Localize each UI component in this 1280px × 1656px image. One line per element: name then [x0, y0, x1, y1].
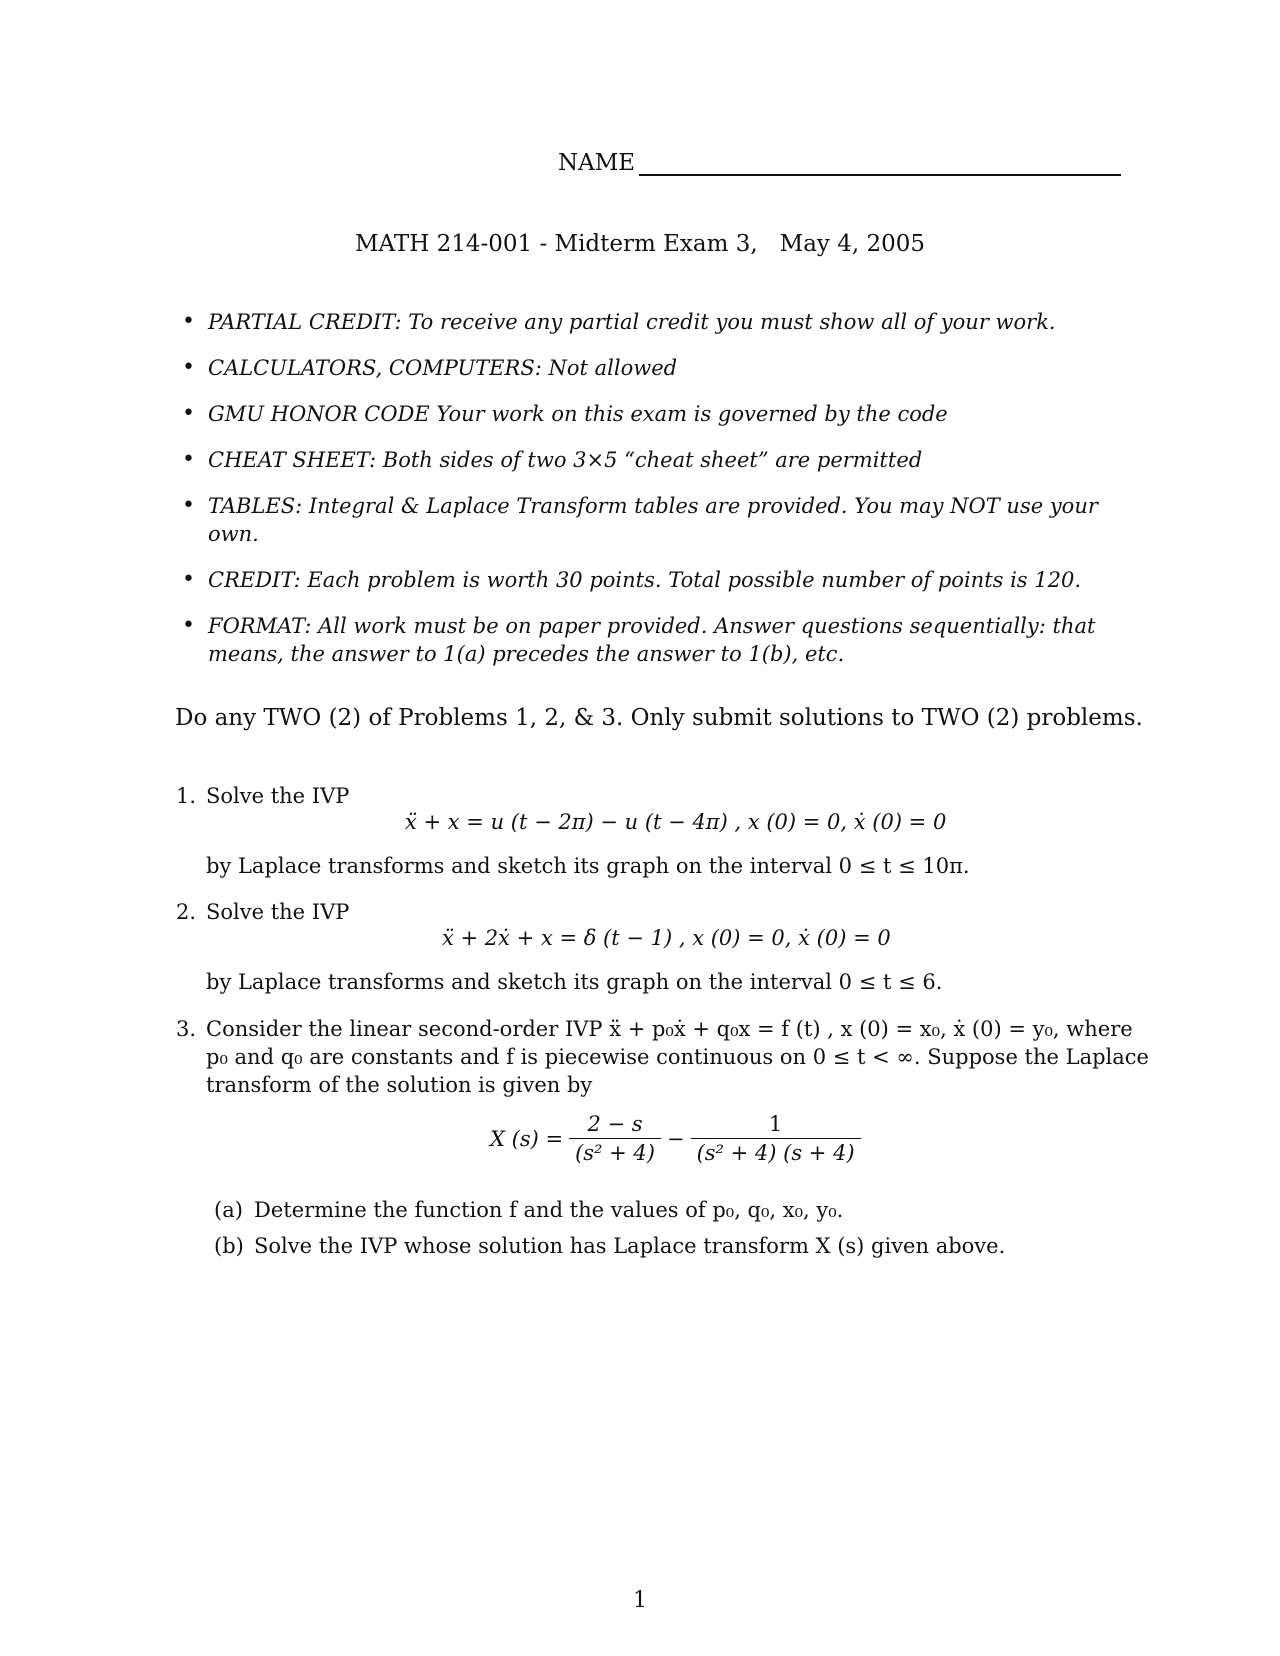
- fraction-2: $\frac{1}{\text{(s² + 4) (s + 4)}}$: [691, 1112, 861, 1165]
- problem-followup: by Laplace transforms and sketch its graph on the interval 0 ≤ t ≤ 6.: [206, 970, 943, 994]
- problem-equation: ẍ + x = u (t − 2π) − u (t − 4π) , x (0) = 0, ẋ (0) = 0: [405, 810, 947, 834]
- problem-equation: ẍ + 2ẋ + x = δ (t − 1) , x (0) = 0, ẋ (0) = 0: [442, 926, 891, 950]
- formula-operator: −: [666, 1126, 685, 1151]
- problem-followup: by Laplace transforms and sketch its graph on the interval 0 ≤ t ≤ 10π.: [206, 854, 970, 878]
- course-title: MATH 214-001 - Midterm Exam 3,: [354, 231, 758, 257]
- part-text: Determine the function f and the values of p₀, q₀, x₀, y₀.: [254, 1198, 844, 1222]
- problem-text-line: p₀ and q₀ are constants and f is piecewise continuous on 0 ≤ t < ∞. Suppose the Laplace: [206, 1045, 1149, 1069]
- fraction-1: $\frac{2 - s}{\text{(s² + 4)}}$: [569, 1112, 661, 1165]
- formula-lhs: X (s) =: [490, 1126, 564, 1151]
- name-label: NAME: [558, 150, 636, 176]
- problem-number: 2.: [176, 900, 197, 924]
- instructions-list: [180, 308, 1120, 668]
- exam-title: [0, 231, 1280, 257]
- part-label: (b): [214, 1234, 244, 1258]
- problem-text-line: Consider the linear second-order IVP ẍ + p₀ẋ + q₀x = f (t) , x (0) = x₀, ẋ (0) = y₀, where: [206, 1017, 1133, 1041]
- laplace-formula: [490, 1112, 867, 1165]
- instruction-item: • FORMAT: All work must be on paper provided. Answer questions sequentially: that means, the answer to 1(a) precedes the answer to 1(b), etc.: [180, 612, 1120, 668]
- part-label: (a): [214, 1198, 243, 1222]
- problem-number: 1.: [176, 784, 197, 808]
- problem-intro: Solve the IVP: [206, 784, 350, 808]
- instruction-item: • GMU HONOR CODE Your work on this exam is governed by the code: [180, 400, 1120, 428]
- part-text: Solve the IVP whose solution has Laplace transform X (s) given above.: [254, 1234, 1006, 1258]
- instruction-item: • CALCULATORS, COMPUTERS: Not allowed: [180, 354, 1120, 382]
- directive: Do any TWO (2) of Problems 1, 2, & 3. Only submit solutions to TWO (2) problems.: [175, 705, 1143, 731]
- problem-text-line: transform of the solution is given by: [206, 1073, 593, 1097]
- page-number: 1: [633, 1588, 647, 1613]
- instruction-item: • PARTIAL CREDIT: To receive any partial credit you must show all of your work.: [180, 308, 1120, 336]
- name-blank-line: [639, 152, 1121, 176]
- name-field: [558, 150, 1121, 176]
- problem-intro: Solve the IVP: [206, 900, 350, 924]
- exam-date: May 4, 2005: [779, 231, 926, 257]
- instruction-item: • CHEAT SHEET: Both sides of two 3×5 “cheat sheet” are permitted: [180, 446, 1120, 474]
- instruction-item: • TABLES: Integral & Laplace Transform tables are provided. You may NOT use your own.: [180, 492, 1120, 548]
- instruction-item: • CREDIT: Each problem is worth 30 points. Total possible number of points is 120.: [180, 566, 1120, 594]
- problem-number: 3.: [176, 1017, 197, 1041]
